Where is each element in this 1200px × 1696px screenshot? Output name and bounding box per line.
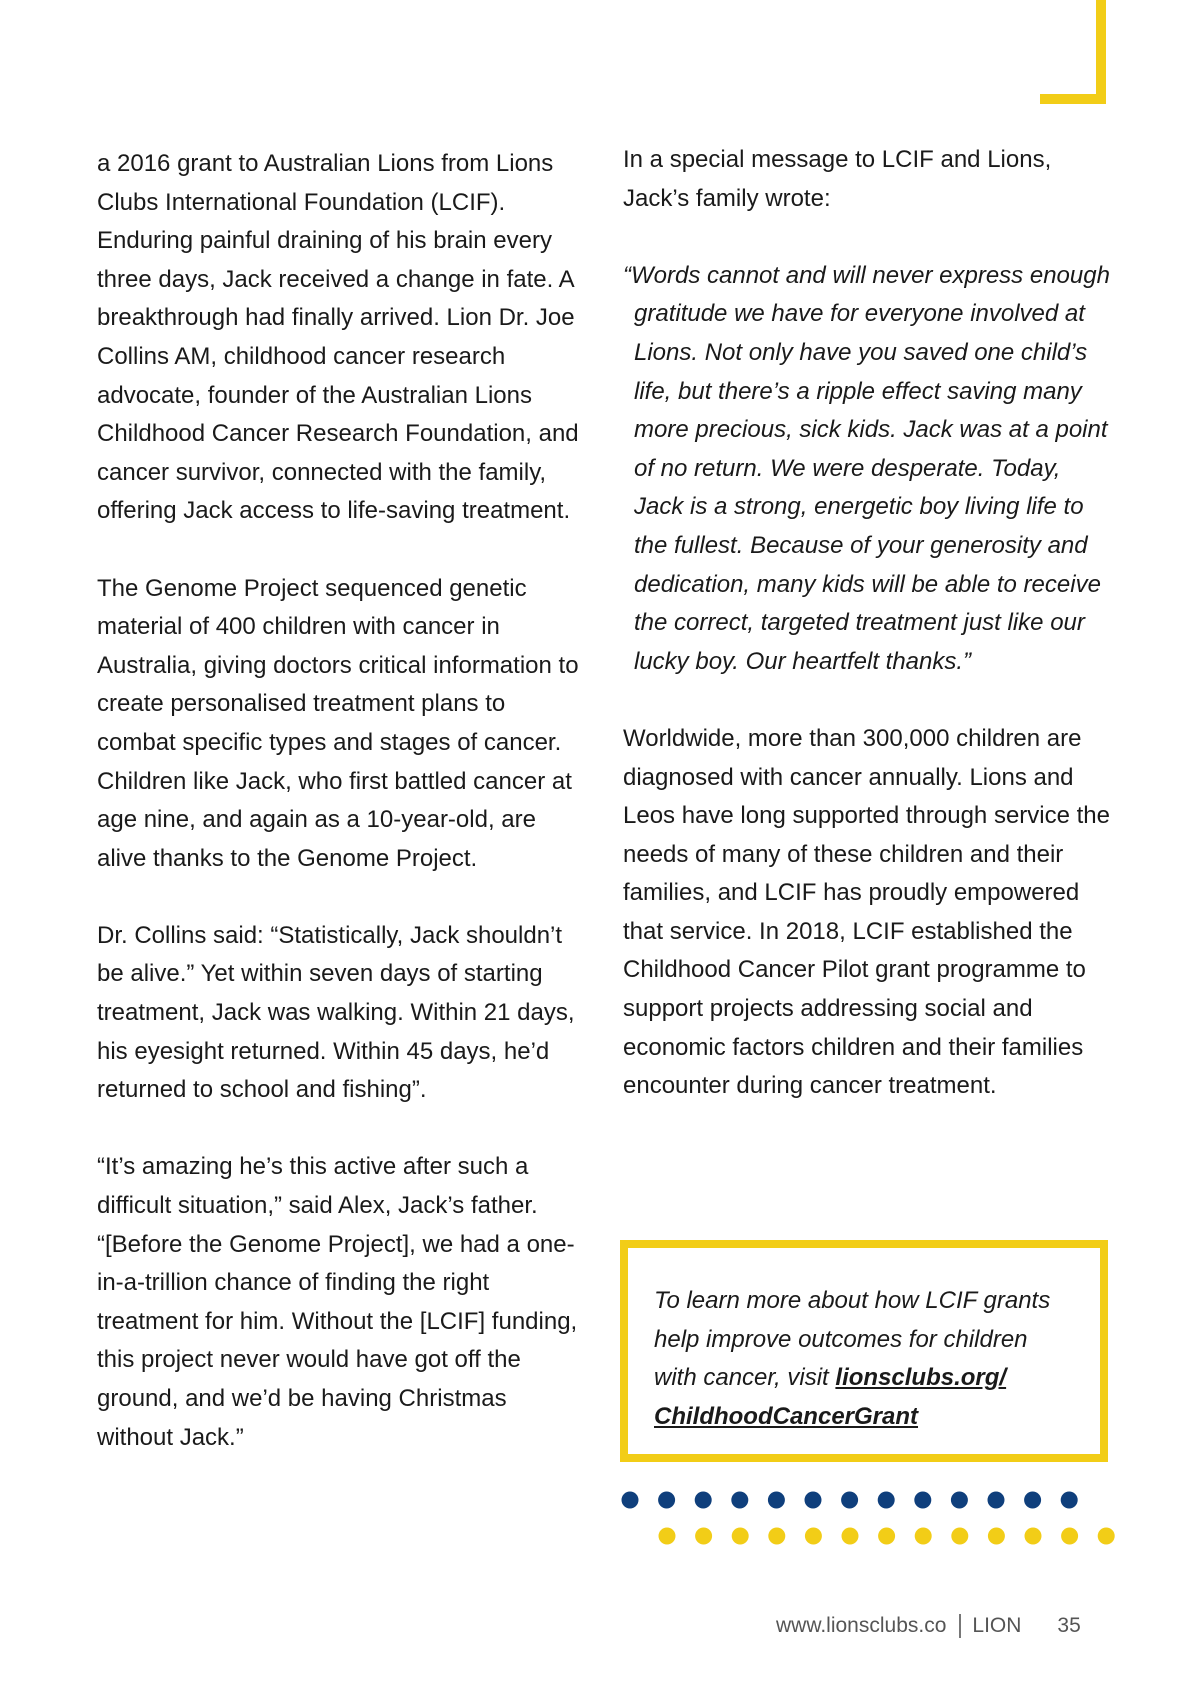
decorative-dot (914, 1492, 931, 1509)
decorative-dot (731, 1492, 748, 1509)
decorative-dot (988, 1492, 1005, 1509)
family-quote: “Words cannot and will never express enough gratitude we have for everyone involved at Lions. Not only have you saved one child’s life, but there’s a ripple effect saving many more precious, sick kids. Jack was at a point of no return. We were desperate. Today, Jack is a strong, energetic boy living life to the fullest. Because of your generosity and dedication, many kids will be able to receive the correct, targeted treatment just like our lucky boy. Our heartfelt thanks.” (623, 261, 1110, 675)
footer-website: www.lionsclubs.co (776, 1614, 947, 1637)
body-paragraph: Dr. Collins said: “Statistically, Jack shouldn’t be alive.” Yet within seven days of starting treatment, Jack was walking. Within 21 days, his eyesight returned. Within 45 days, he’d returned to school and fishing”. (97, 921, 575, 1104)
decorative-dot (842, 1528, 859, 1545)
body-paragraph: a 2016 grant to Australian Lions from Lions Clubs International Foundation (LCIF). Enduring painful draining of his brain every three days, Jack received a change in fate. A breakthrough had finally arrived. Lion Dr. Joe Collins AM, childhood cancer research advocate, founder of the Australian Lions Childhood Cancer Research Foundation, and cancer survivor, connected with the family, offering Jack access to life-saving treatment. (97, 150, 579, 525)
callout-text: To learn more about how LCIF grants help improve outcomes for children with cancer, visit (654, 1287, 1051, 1391)
callout-link[interactable]: lionsclubs.org/ ChildhoodCancerGrant (654, 1364, 1007, 1430)
page-footer (776, 1614, 1081, 1638)
body-paragraph: The Genome Project sequenced genetic material of 400 children with cancer in Australia, giving doctors critical information to create personalised treatment plans to combat specific types and stages of cancer. Children like Jack, who first battled cancer at age nine, and again as a 10-year-old, are alive thanks to the Genome Project. (97, 574, 579, 872)
decorative-dot (951, 1492, 968, 1509)
decorative-dot (732, 1528, 749, 1545)
decorative-dot (988, 1528, 1005, 1545)
decorative-dot (878, 1528, 895, 1545)
decorative-dot (951, 1528, 968, 1545)
closing-paragraph: Worldwide, more than 300,000 children are diagnosed with cancer annually. Lions and Leos have long supported through service the needs of many of these children and their families, and LCIF has proudly empowered that service. In 2018, LCIF established the Childhood Cancer Pilot grant programme to support projects addressing social and economic factors children and their families encounter during cancer treatment. (623, 724, 1110, 1100)
decorative-dot (841, 1492, 858, 1509)
decorative-dot (695, 1492, 712, 1509)
decorative-dot (658, 1492, 675, 1509)
decorative-dot (878, 1492, 895, 1509)
decorative-dot (695, 1528, 712, 1545)
page-number: 35 (1057, 1614, 1081, 1637)
decorative-dot (1024, 1492, 1041, 1509)
decorative-dot (768, 1492, 785, 1509)
decorative-dot (805, 1528, 822, 1545)
body-paragraph: “It’s amazing he’s this active after such a difficult situation,” said Alex, Jack’s father. “[Before the Genome Project], we had a one-in-a-trillion chance of finding the right treatment for him. Without the [LCIF] funding, this project never would have got off the ground, and we’d be having Christmas without Jack.” (97, 1153, 578, 1451)
decorative-dot (915, 1528, 932, 1545)
decorative-dot (1025, 1528, 1042, 1545)
decorative-dot (659, 1528, 676, 1545)
footer-magazine-name: LION (972, 1614, 1022, 1637)
decorative-dot (1098, 1528, 1115, 1545)
footer-divider (959, 1614, 961, 1638)
decorative-dot (1061, 1528, 1078, 1545)
decorative-dot (622, 1492, 639, 1509)
decorative-dot (805, 1492, 822, 1509)
decorative-dot (768, 1528, 785, 1545)
decorative-dot (1061, 1492, 1078, 1509)
intro-paragraph: In a special message to LCIF and Lions, Jack’s family wrote: (623, 146, 1052, 212)
